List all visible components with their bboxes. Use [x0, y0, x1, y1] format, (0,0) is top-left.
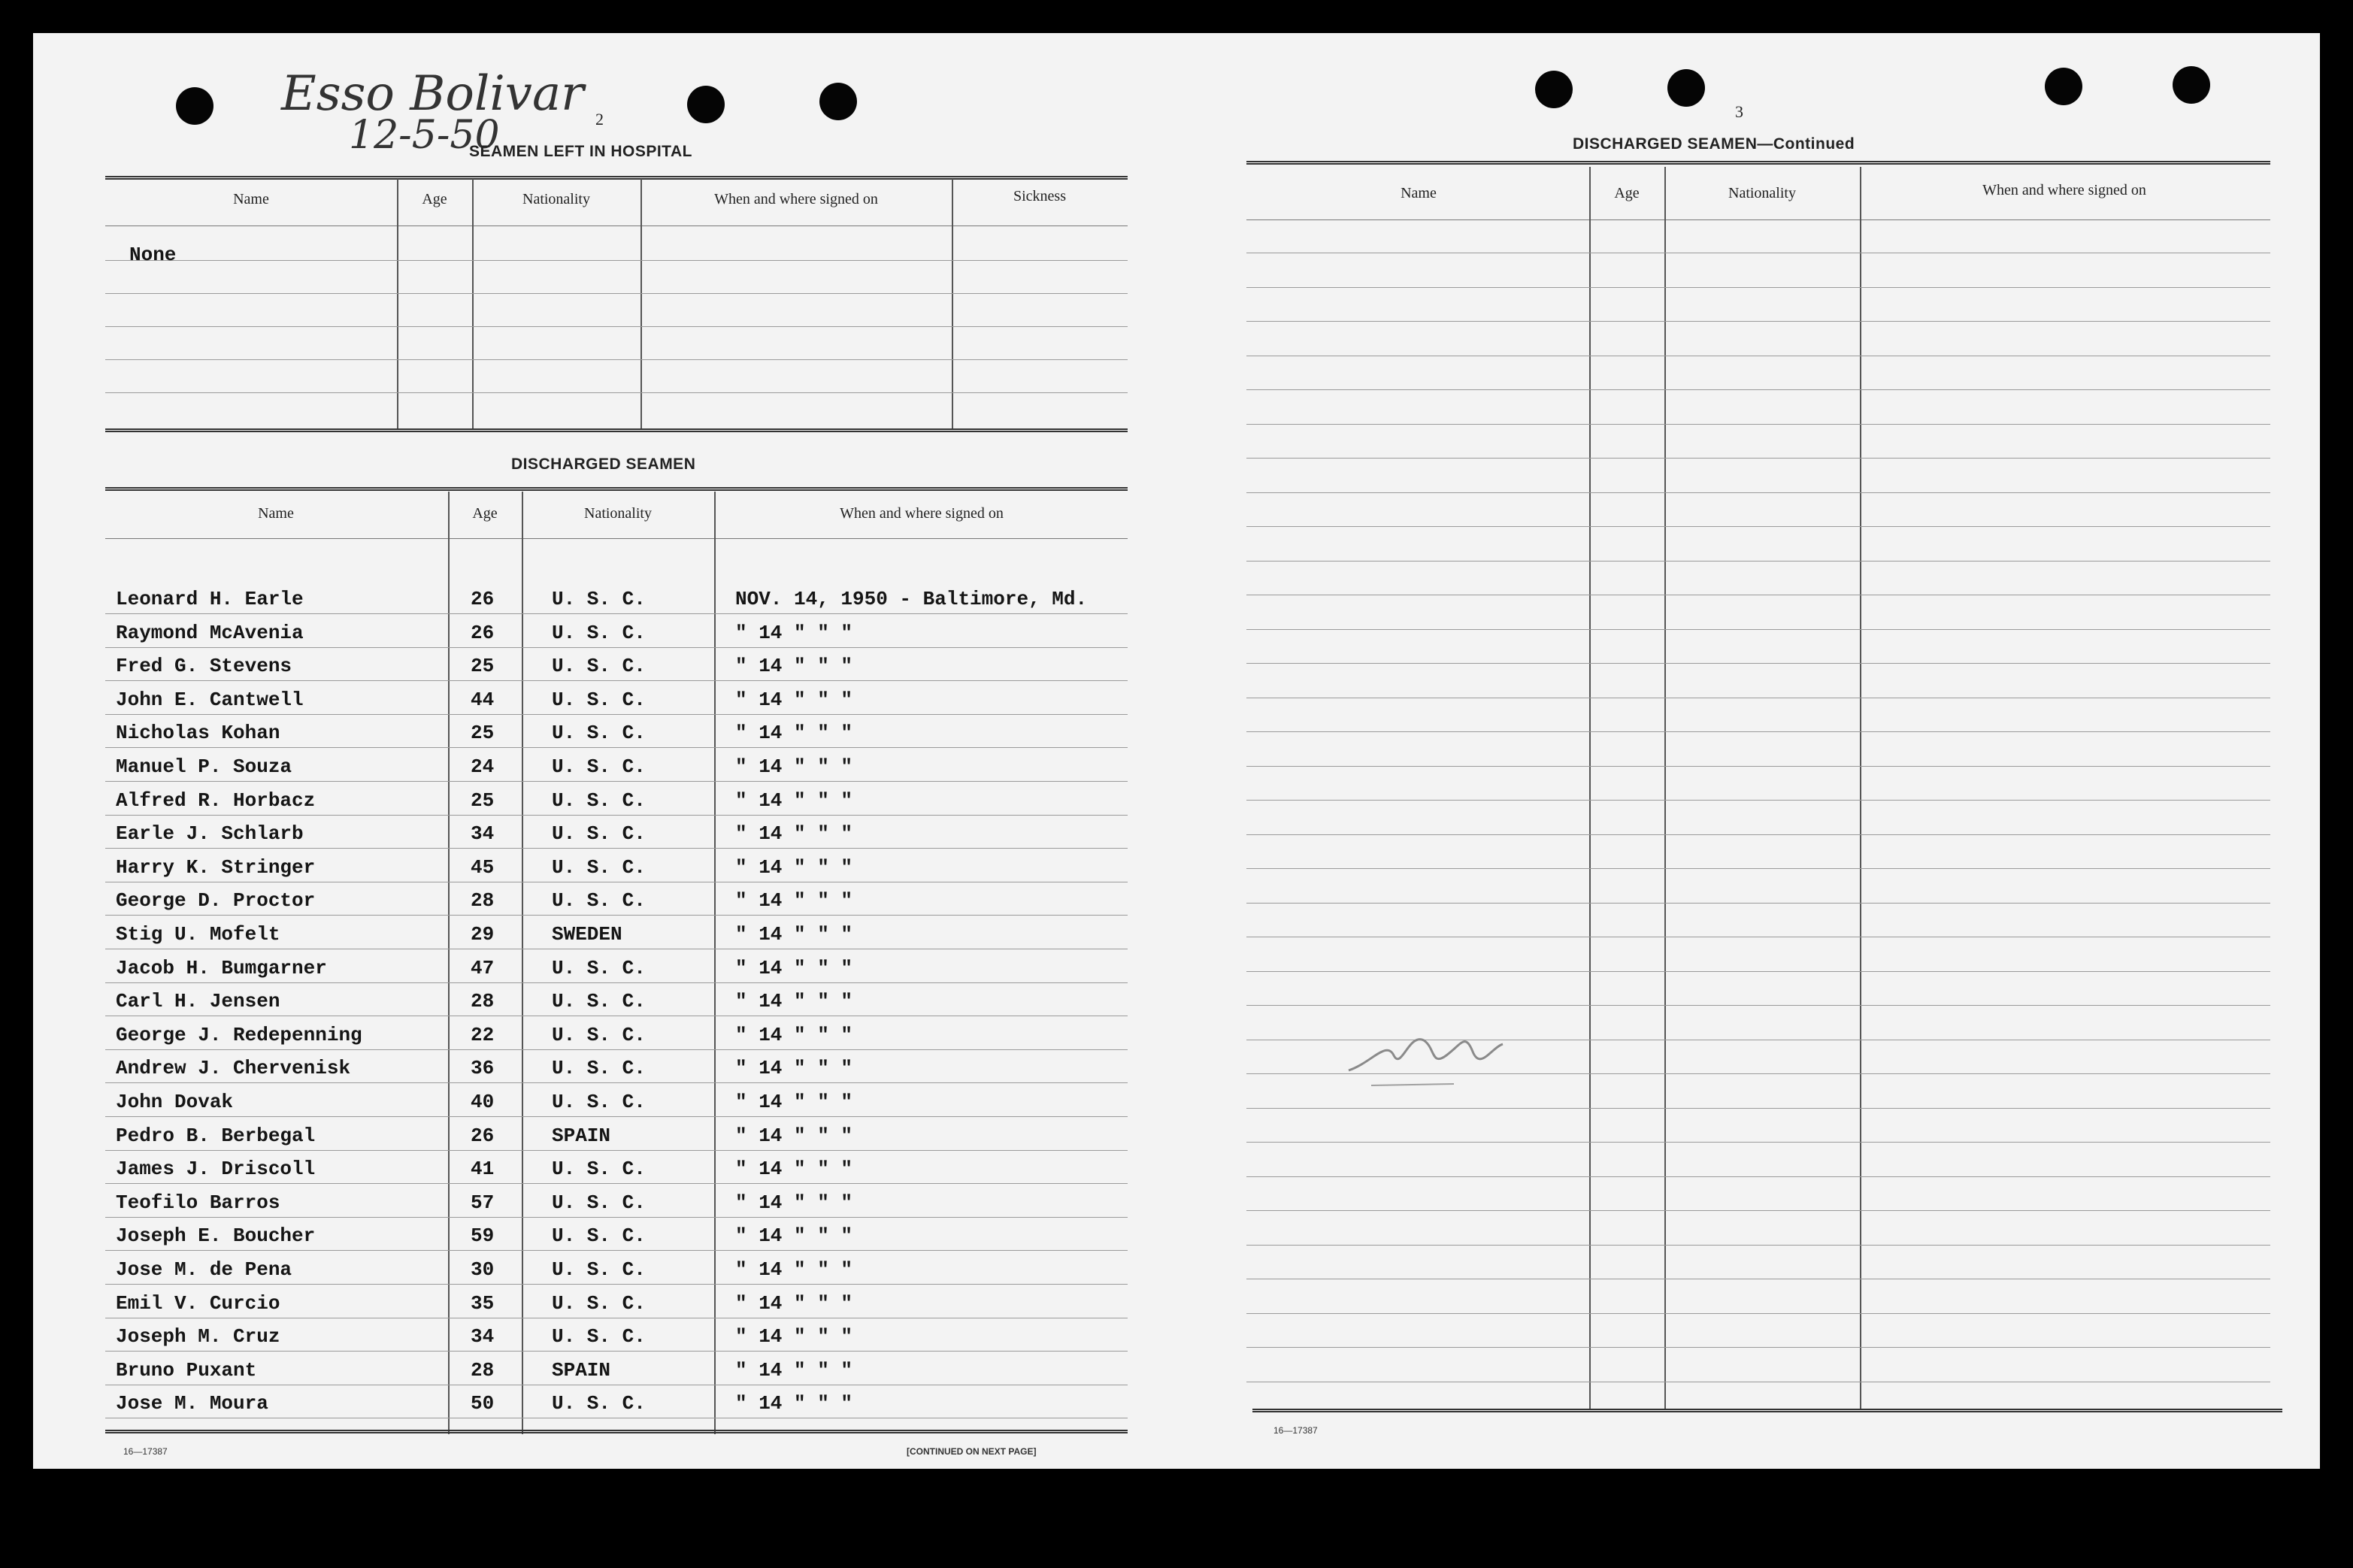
seaman-signed-on: " 14 " " "	[735, 1292, 853, 1315]
seaman-age: 26	[471, 588, 495, 610]
ruled-line	[105, 293, 1128, 294]
form-number: 16—17387	[1273, 1425, 1318, 1436]
punch-hole	[2173, 66, 2210, 104]
seaman-age: 29	[471, 923, 495, 946]
seaman-signed-on: " 14 " " "	[735, 655, 853, 677]
seaman-nationality: U. S. C.	[552, 689, 646, 711]
seaman-nationality: U. S. C.	[552, 622, 646, 644]
seaman-nationality: U. S. C.	[552, 1224, 646, 1247]
column-divider	[1589, 167, 1591, 1409]
seaman-age: 34	[471, 1325, 495, 1348]
handwritten-date: 12-5-50	[349, 113, 500, 158]
seaman-nationality: U. S. C.	[552, 990, 646, 1013]
seaman-nationality: U. S. C.	[552, 1191, 646, 1214]
ruled-line	[1246, 526, 2270, 527]
seaman-nationality: U. S. C.	[552, 957, 646, 979]
discharged-section-title: DISCHARGED SEAMEN	[511, 456, 696, 473]
ruled-line	[105, 714, 1128, 715]
seaman-age: 50	[471, 1392, 495, 1415]
seaman-nationality: SPAIN	[552, 1359, 611, 1382]
ruled-line	[1246, 1347, 2270, 1348]
ruled-line	[105, 1284, 1128, 1285]
ruled-line	[1246, 663, 2270, 664]
ruled-line	[105, 982, 1128, 983]
ruled-line	[1246, 834, 2270, 835]
table-rule	[105, 538, 1128, 539]
seaman-nationality: U. S. C.	[552, 822, 646, 845]
ruled-line	[105, 1183, 1128, 1184]
ruled-line	[1246, 903, 2270, 904]
ruled-line	[1246, 868, 2270, 869]
seaman-age: 40	[471, 1091, 495, 1113]
column-divider	[522, 492, 523, 1434]
seaman-name: Harry K. Stringer	[116, 856, 316, 879]
ruled-line	[1246, 389, 2270, 390]
seaman-signed-on: " 14 " " "	[735, 990, 853, 1013]
column-divider	[640, 179, 642, 428]
seaman-age: 28	[471, 1359, 495, 1382]
seaman-signed-on: " 14 " " "	[735, 689, 853, 711]
table-rule	[1246, 161, 2270, 165]
hospital-section-title: SEAMEN LEFT IN HOSPITAL	[469, 143, 692, 160]
seaman-age: 59	[471, 1224, 495, 1247]
column-divider	[448, 492, 450, 1434]
seaman-age: 26	[471, 1125, 495, 1147]
seaman-age: 34	[471, 822, 495, 845]
seaman-name: Jose M. de Pena	[116, 1258, 292, 1281]
column-divider	[1664, 167, 1666, 1409]
seaman-nationality: U. S. C.	[552, 856, 646, 879]
seaman-nationality: U. S. C.	[552, 789, 646, 812]
ruled-line	[1246, 800, 2270, 801]
ruled-line	[1246, 1108, 2270, 1109]
page-number: 2	[595, 110, 604, 129]
seaman-name: James J. Driscoll	[116, 1158, 316, 1180]
seaman-name: Emil V. Curcio	[116, 1292, 280, 1315]
handwritten-ship-name: Esso Bolivar	[281, 66, 584, 122]
seaman-name: George J. Redepenning	[116, 1024, 362, 1046]
document-sheet	[33, 33, 2320, 1469]
faint-signature	[1341, 1010, 1522, 1100]
ruled-line	[1246, 1142, 2270, 1143]
hospital-entry: None	[129, 244, 177, 266]
table-rule	[1246, 219, 2270, 220]
seaman-name: Pedro B. Berbegal	[116, 1125, 316, 1147]
ruled-line	[105, 1351, 1128, 1352]
ruled-line	[1246, 1313, 2270, 1314]
seaman-name: Bruno Puxant	[116, 1359, 257, 1382]
column-divider	[1860, 167, 1861, 1409]
seaman-name: Carl H. Jensen	[116, 990, 280, 1013]
seaman-nationality: U. S. C.	[552, 755, 646, 778]
seaman-nationality: U. S. C.	[552, 1258, 646, 1281]
seaman-signed-on: " 14 " " "	[735, 722, 853, 744]
ruled-line	[1246, 492, 2270, 493]
seaman-age: 30	[471, 1258, 495, 1281]
seaman-name: Joseph M. Cruz	[116, 1325, 280, 1348]
ruled-line	[1246, 321, 2270, 322]
seaman-nationality: U. S. C.	[552, 655, 646, 677]
seaman-signed-on: " 14 " " "	[735, 1224, 853, 1247]
seaman-signed-on: " 14 " " "	[735, 1125, 853, 1147]
ruled-line	[1246, 561, 2270, 562]
column-header-nationality: Nationality	[1728, 185, 1796, 201]
seaman-age: 44	[471, 689, 495, 711]
seaman-name: Andrew J. Chervenisk	[116, 1057, 351, 1079]
column-header-signed-on: When and where signed on	[1982, 182, 2146, 198]
seaman-nationality: U. S. C.	[552, 1091, 646, 1113]
page-number: 3	[1735, 102, 1743, 121]
column-header-name: Name	[1401, 185, 1437, 201]
seaman-nationality: U. S. C.	[552, 889, 646, 912]
seaman-nationality: U. S. C.	[552, 1024, 646, 1046]
seaman-age: 22	[471, 1024, 495, 1046]
ruled-line	[1246, 1245, 2270, 1246]
seaman-signed-on: " 14 " " "	[735, 1392, 853, 1415]
ruled-line	[105, 915, 1128, 916]
ruled-line	[1246, 731, 2270, 732]
seaman-name: Joseph E. Boucher	[116, 1224, 316, 1247]
seaman-signed-on: " 14 " " "	[735, 789, 853, 812]
column-divider	[397, 179, 398, 428]
ruled-line	[1246, 766, 2270, 767]
seaman-signed-on: " 14 " " "	[735, 1325, 853, 1348]
seaman-name: John E. Cantwell	[116, 689, 304, 711]
ruled-line	[1246, 287, 2270, 288]
ruled-line	[1246, 1210, 2270, 1211]
seaman-age: 25	[471, 789, 495, 812]
seaman-nationality: U. S. C.	[552, 1292, 646, 1315]
column-header-age: Age	[472, 505, 498, 522]
seaman-age: 57	[471, 1191, 495, 1214]
table-rule	[1252, 1409, 2282, 1412]
punch-hole	[2045, 68, 2082, 105]
seaman-age: 35	[471, 1292, 495, 1315]
ruled-line	[105, 647, 1128, 648]
seaman-age: 36	[471, 1057, 495, 1079]
column-header-nationality: Nationality	[584, 505, 652, 522]
ruled-line	[105, 848, 1128, 849]
table-rule	[105, 1430, 1128, 1433]
ruled-line	[1246, 971, 2270, 972]
continued-section-title: DISCHARGED SEAMEN—Continued	[1573, 135, 1855, 153]
ruled-line	[1246, 1176, 2270, 1177]
ruled-line	[1246, 424, 2270, 425]
punch-hole	[687, 86, 725, 123]
ruled-line	[105, 680, 1128, 681]
seaman-signed-on: " 14 " " "	[735, 856, 853, 879]
seaman-signed-on: " 14 " " "	[735, 622, 853, 644]
seaman-name: Jose M. Moura	[116, 1392, 268, 1415]
seaman-age: 47	[471, 957, 495, 979]
seaman-nationality: U. S. C.	[552, 1057, 646, 1079]
seaman-nationality: U. S. C.	[552, 1158, 646, 1180]
seaman-signed-on: " 14 " " "	[735, 923, 853, 946]
seaman-name: Alfred R. Horbacz	[116, 789, 316, 812]
column-header-name: Name	[258, 505, 294, 522]
seaman-signed-on: " 14 " " "	[735, 1024, 853, 1046]
ruled-line	[105, 1217, 1128, 1218]
column-header-nationality: Nationality	[522, 191, 590, 207]
seaman-name: Manuel P. Souza	[116, 755, 292, 778]
seaman-signed-on: " 14 " " "	[735, 1191, 853, 1214]
column-divider	[714, 492, 716, 1434]
seaman-name: Jacob H. Bumgarner	[116, 957, 327, 979]
ruled-line	[105, 1082, 1128, 1083]
seaman-nationality: SWEDEN	[552, 923, 622, 946]
seaman-signed-on: " 14 " " "	[735, 1359, 853, 1382]
seaman-name: Nicholas Kohan	[116, 722, 280, 744]
table-rule	[105, 487, 1128, 491]
ruled-line	[1246, 1005, 2270, 1006]
seaman-signed-on: " 14 " " "	[735, 1057, 853, 1079]
punch-hole	[1535, 71, 1573, 108]
table-rule	[105, 176, 1128, 180]
ruled-line	[105, 1150, 1128, 1151]
seaman-name: George D. Proctor	[116, 889, 316, 912]
column-header-signed-on: When and where signed on	[840, 505, 1004, 522]
seaman-name: Earle J. Schlarb	[116, 822, 304, 845]
seaman-age: 26	[471, 622, 495, 644]
seaman-nationality: SPAIN	[552, 1125, 611, 1147]
seaman-age: 25	[471, 722, 495, 744]
seaman-name: Leonard H. Earle	[116, 588, 304, 610]
punch-hole	[819, 83, 857, 120]
seaman-name: Teofilo Barros	[116, 1191, 280, 1214]
column-divider	[952, 179, 953, 428]
punch-hole	[176, 87, 213, 125]
ruled-line	[105, 260, 1128, 261]
seaman-nationality: U. S. C.	[552, 722, 646, 744]
seaman-signed-on: " 14 " " "	[735, 1091, 853, 1113]
seaman-name: John Dovak	[116, 1091, 234, 1113]
seaman-age: 45	[471, 856, 495, 879]
ruled-line	[105, 781, 1128, 782]
seaman-signed-on: " 14 " " "	[735, 1158, 853, 1180]
seaman-signed-on: " 14 " " "	[735, 957, 853, 979]
seaman-nationality: U. S. C.	[552, 1392, 646, 1415]
seaman-signed-on: " 14 " " "	[735, 755, 853, 778]
seaman-signed-on: NOV. 14, 1950 - Baltimore, Md.	[735, 588, 1088, 610]
seaman-signed-on: " 14 " " "	[735, 822, 853, 845]
ruled-line	[105, 613, 1128, 614]
ruled-line	[105, 815, 1128, 816]
ruled-line	[105, 326, 1128, 327]
seaman-age: 24	[471, 755, 495, 778]
ruled-line	[1246, 458, 2270, 459]
ruled-line	[105, 1049, 1128, 1050]
seaman-nationality: U. S. C.	[552, 1325, 646, 1348]
column-header-signed-on: When and where signed on	[714, 191, 878, 207]
ruled-line	[105, 747, 1128, 748]
column-header-sickness: Sickness	[1013, 188, 1066, 204]
continued-note: [CONTINUED ON NEXT PAGE]	[907, 1446, 1037, 1457]
seaman-name: Raymond McAvenia	[116, 622, 304, 644]
ruled-line	[105, 1116, 1128, 1117]
seaman-nationality: U. S. C.	[552, 588, 646, 610]
seaman-signed-on: " 14 " " "	[735, 1258, 853, 1281]
seaman-name: Fred G. Stevens	[116, 655, 292, 677]
ruled-line	[105, 1250, 1128, 1251]
seaman-age: 28	[471, 990, 495, 1013]
ruled-line	[105, 359, 1128, 360]
column-header-age: Age	[422, 191, 447, 207]
column-header-age: Age	[1614, 185, 1640, 201]
column-divider	[472, 179, 474, 428]
seaman-name: Stig U. Mofelt	[116, 923, 280, 946]
form-number: 16—17387	[123, 1446, 168, 1457]
seaman-age: 41	[471, 1158, 495, 1180]
seaman-signed-on: " 14 " " "	[735, 889, 853, 912]
ruled-line	[105, 392, 1128, 393]
seaman-age: 28	[471, 889, 495, 912]
table-rule	[105, 428, 1128, 432]
seaman-age: 25	[471, 655, 495, 677]
column-header-name: Name	[233, 191, 269, 207]
punch-hole	[1667, 69, 1705, 107]
ruled-line	[1246, 629, 2270, 630]
